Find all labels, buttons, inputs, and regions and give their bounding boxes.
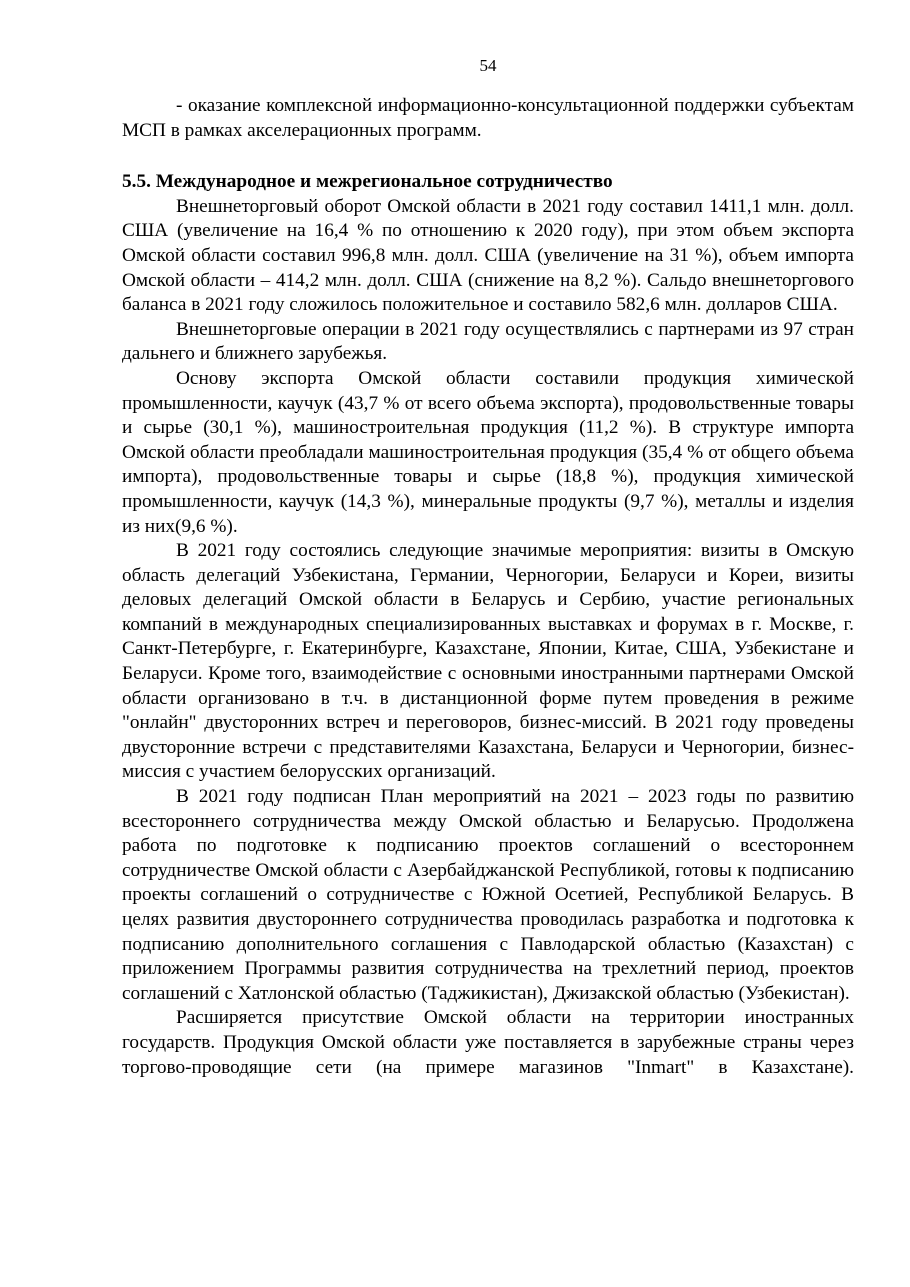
intro-bullet-paragraph: - оказание комплексной информационно-консультационной поддержки субъектам МСП в рамках акселерационных программ.: [122, 95, 854, 141]
section-heading: 5.5. Международное и межрегиональное сотрудничество: [122, 171, 613, 193]
paragraph-trade-partners: Внешнеторговые операции в 2021 году осуществлялись с партнерами из 97 стран дальнего и ближнего зарубежья.: [122, 318, 854, 365]
paragraph-events-2021: В 2021 году состоялись следующие значимые мероприятия: визиты в Омскую область делегаций Узбекистана, Германии, Черногории, Беларуси и Кореи, визиты деловых делегаций Омской области в Беларусь и Сербию, участие региональных компаний в международных специализированных выставках и форумах в г. Москве, г. Санкт-Петербурге, г. Екатеринбурге, Казахстане, Японии, Китае, США, Узбекистане и Беларуси. Кроме того, взаимодействие с основными иностранными партнерами Омской области организовано в т.ч. в дистанционной форме путем проведения в режиме "онлайн" двусторонних встреч и переговоров, бизнес-миссий. В 2021 году проведены двусторонние встречи с представителями Казахстана, Беларуси и Черногории, бизнес-миссия с участием белорусских организаций.: [122, 540, 854, 783]
document-body: [122, 94, 854, 1080]
paragraph-agreements: В 2021 году подписан План мероприятий на 2021 – 2023 годы по развитию всестороннего сотрудничества между Омской областью и Беларусью. Продолжена работа по подготовке к подписанию проектов соглашений о всестороннем сотрудничестве Омской области с Азербайджанской Республикой, готовы к подписанию проекты соглашений о сотрудничестве с Южной Осетией, Республикой Беларусь. В целях развития двустороннего сотрудничества проводилась разработка и подготовка к подписанию дополнительного соглашения с Павлодарской областью (Казахстан) с приложением Программы развития сотрудничества на трехлетний период, проектов соглашений с Хатлонской областью (Таджикистан), Джизакской областью (Узбекистан).: [122, 786, 854, 1004]
paragraph-presence-abroad: Расширяется присутствие Омской области на территории иностранных государств. Продукция Омской области уже поставляется в зарубежные страны через торгово-проводящие сети (на примере магазинов "Inmart" в Казахстане).: [122, 1007, 854, 1078]
paragraph-trade-turnover: Внешнеторговый оборот Омской области в 2021 году составил 1411,1 млн. долл. США (увеличение на 16,4 % по отношению к 2020 году), при этом объем экспорта Омской области составил 996,8 млн. долл. США (увеличение на 31 %), объем импорта Омской области – 414,2 млн. долл. США (снижение на 8,2 %). Сальдо внешнеторгового баланса в 2021 году сложилось положительное и составило 582,6 млн. долларов США.: [122, 195, 854, 316]
page-number: 54: [479, 56, 497, 75]
paragraph-export-structure: Основу экспорта Омской области составили продукция химической промышленности, каучук (43,7 % от всего объема экспорта), продовольственные товары и сырье (30,1 %), машиностроительная продукция (11,2 %). В структуре импорта Омской области преобладали машиностроительная продукция (35,4 % от общего объема импорта), продовольственные товары и сырье (18,8 %), продукция химической промышленности, каучук (14,3 %), минеральные продукты (9,7 %), металлы и изделия из них(9,6 %).: [122, 367, 854, 537]
